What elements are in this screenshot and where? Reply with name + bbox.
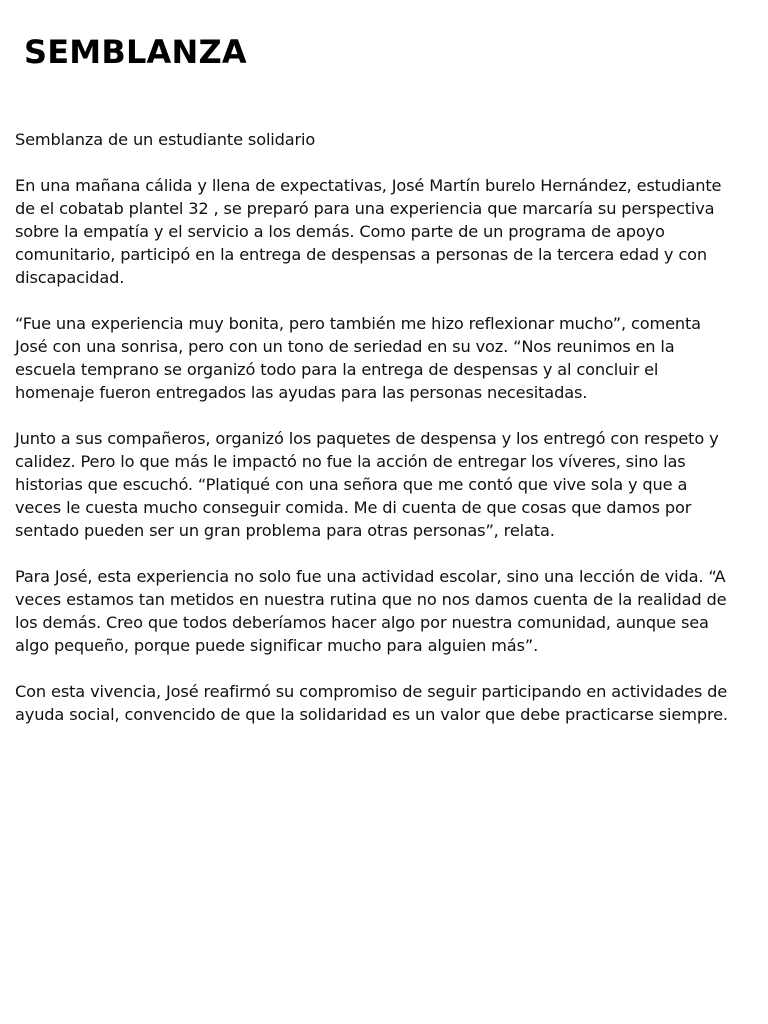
paragraph-5: Con esta vivencia, José reafirmó su compromiso de seguir participando en actividades de ayuda social, convencido de que la solidaridad es un valor que debe practicarse siempre.: [15, 682, 728, 724]
paragraph-2: “Fue una experiencia muy bonita, pero también me hizo reflexionar mucho”, comenta José con una sonrisa, pero con un tono de seriedad en su voz. “Nos reunimos en la escuela temprano se organizó todo para la entrega de despensas y al concluir el homenaje fueron entregados las ayudas para las personas necesitadas.: [15, 314, 701, 402]
document-subtitle: Semblanza de un estudiante solidario: [15, 130, 316, 149]
paragraph-4: Para José, esta experiencia no solo fue una actividad escolar, sino una lección de vida. “A veces estamos tan metidos en nuestra rutina que no nos damos cuenta de la realidad de los demás. Creo que todos deberíamos hacer algo por nuestra comunidad, aunque sea algo pequeño, porque puede significar mucho para alguien más”.: [15, 567, 727, 655]
document-body: [15, 128, 737, 749]
paragraph-1: En una mañana cálida y llena de expectativas, José Martín burelo Hernández, estudiante de el cobatab plantel 32 , se preparó para una experiencia que marcaría su perspectiva sobre la empatía y el servicio a los demás. Como parte de un programa de apoyo comunitario, participó en la entrega de despensas a personas de la tercera edad y con discapacidad.: [15, 176, 722, 287]
page-title: SEMBLANZA: [24, 33, 247, 71]
paragraph-3: Junto a sus compañeros, organizó los paquetes de despensa y los entregó con respeto y calidez. Pero lo que más le impactó no fue la acción de entregar los víveres, sino las historias que escuchó. “Platiqué con una señora que me contó que vive sola y que a veces le cuesta mucho conseguir comida. Me di cuenta de que cosas que damos por sentado pueden ser un gran problema para otras personas”, relata.: [15, 429, 719, 540]
